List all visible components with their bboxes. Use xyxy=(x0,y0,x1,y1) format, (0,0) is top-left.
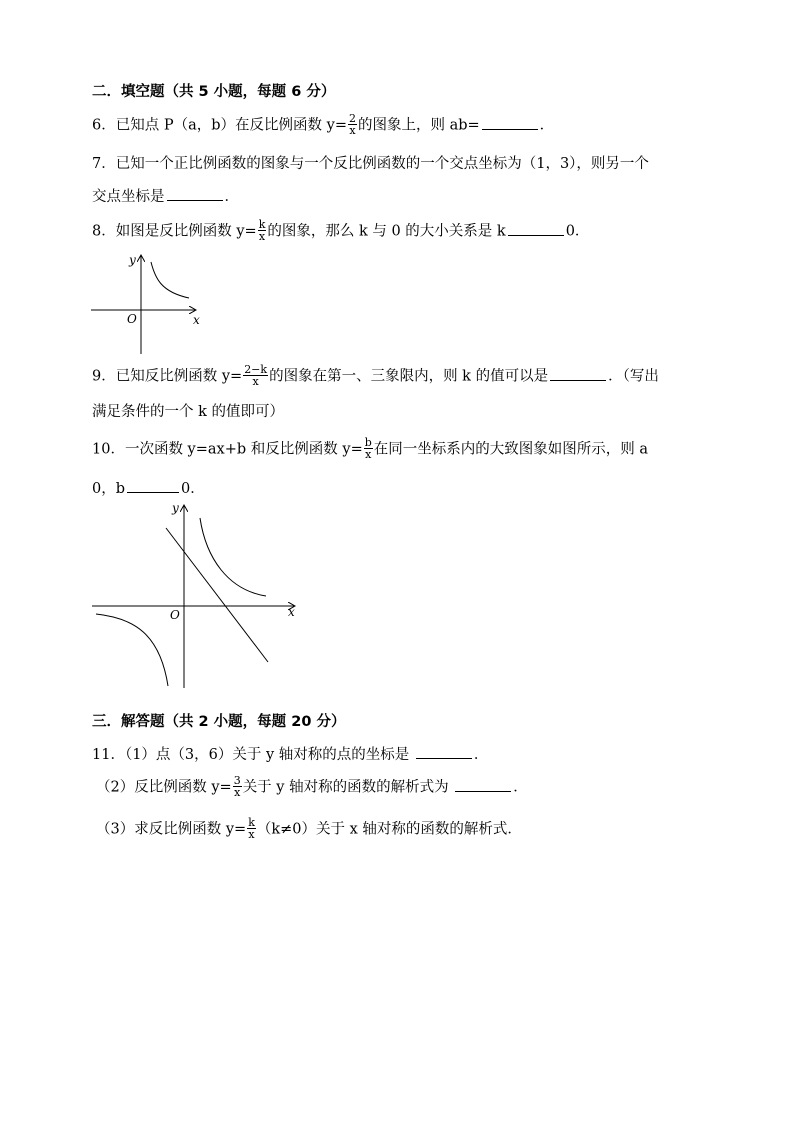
question-11-part-2 xyxy=(96,776,528,799)
q7-answer-blank[interactable] xyxy=(167,186,223,201)
question-8 xyxy=(92,220,589,243)
q8-graph xyxy=(85,248,215,356)
q10-numerator: b xyxy=(364,436,372,449)
section-3-title: 三．解答题（共 2 小题，每题 20 分） xyxy=(92,714,346,730)
q11-part1-text: 11．（1）点（3，6）关于 y 轴对称的点的坐标是 xyxy=(92,747,410,763)
q6-suffix: 的图象上，则 ab= xyxy=(357,117,480,134)
q11-part2-fraction xyxy=(233,775,242,798)
q10-x-label: x xyxy=(288,605,295,619)
q11-part2-end: ． xyxy=(513,779,528,796)
question-11-part-1 xyxy=(92,744,488,765)
q11-part3-numerator: k xyxy=(248,816,255,829)
q6-prefix: 6．已知点 P（a，b）在反比例函数 y= xyxy=(92,117,347,134)
question-9-line-2: 满足条件的一个 k 的值即可） xyxy=(92,404,285,420)
question-7-line-1: 7．已知一个正比例函数的图象与一个反比例函数的一个交点坐标为（1，3），则另一个 xyxy=(92,156,649,172)
q10-suffix: 在同一坐标系内的大致图象如图所示，则 a xyxy=(373,441,649,458)
q11-part2-prefix: （2）反比例函数 y= xyxy=(96,779,232,796)
q8-fraction xyxy=(258,219,267,242)
q11-part3-suffix: （k≠0）关于 x 轴对称的函数的解析式． xyxy=(256,821,522,838)
q8-y-label: y xyxy=(129,253,136,267)
q11-part3-fraction xyxy=(247,817,256,840)
question-9-line-1 xyxy=(92,365,659,388)
q8-suffix: 的图象，那么 k 与 0 的大小关系是 k xyxy=(267,223,506,240)
q11-part2-answer-blank[interactable] xyxy=(455,777,511,792)
q9-fraction xyxy=(243,364,268,387)
q10-hyperbola-branch-q3 xyxy=(96,614,168,686)
q10-denominator: x xyxy=(365,448,372,461)
q10-fraction xyxy=(364,437,373,460)
q9-answer-blank[interactable] xyxy=(550,366,606,381)
q8-origin-label: O xyxy=(127,312,137,326)
q8-numerator: k xyxy=(258,218,266,231)
question-7-line-2 xyxy=(92,186,239,207)
q8-x-label: x xyxy=(193,313,200,327)
q11-part2-denominator: x xyxy=(234,786,241,799)
q10-line2-end: 0． xyxy=(181,481,205,497)
q11-part3-prefix: （3）求反比例函数 y= xyxy=(96,821,247,838)
q9-suffix: 的图象在第一、三象限内，则 k 的值可以是 xyxy=(269,368,549,385)
q10-linear-function-line xyxy=(166,528,268,662)
q8-end: 0． xyxy=(565,223,590,240)
q6-end: ． xyxy=(539,117,555,134)
question-10-line-2 xyxy=(92,478,205,499)
q8-hyperbola-branch xyxy=(151,262,189,298)
q10-line2-prefix: 0，b xyxy=(92,481,126,497)
question-6 xyxy=(92,114,554,137)
q10-y-label: y xyxy=(172,501,179,515)
q10-graph xyxy=(88,498,303,693)
q11-part3-denominator: x xyxy=(248,828,255,841)
q6-denominator: x xyxy=(349,124,356,137)
q7-end: ． xyxy=(224,189,239,205)
q11-part1-end: ． xyxy=(473,747,489,763)
q9-denominator: x xyxy=(252,375,259,388)
q9-end: ．（写出 xyxy=(608,368,659,385)
q8-answer-blank[interactable] xyxy=(508,221,564,236)
section-2-title: 二．填空题（共 5 小题，每题 6 分） xyxy=(92,84,336,100)
q6-numerator: 2 xyxy=(348,112,356,125)
q8-denominator: x xyxy=(258,230,266,243)
q11-part2-numerator: 3 xyxy=(233,774,241,787)
q11-part2-suffix: 关于 y 轴对称的函数的解析式为 xyxy=(242,779,449,796)
q10-prefix: 10．一次函数 y=ax+b 和反比例函数 y= xyxy=(92,441,363,458)
q10-hyperbola-branch-q1 xyxy=(200,518,266,596)
question-11-part-3 xyxy=(96,818,522,841)
q7-line2-text: 交点坐标是 xyxy=(92,189,165,205)
q8-prefix: 8．如图是反比例函数 y= xyxy=(92,223,257,240)
q9-prefix: 9．已知反比例函数 y= xyxy=(92,368,243,385)
q9-numerator: 2−k xyxy=(244,363,268,376)
q11-part1-answer-blank[interactable] xyxy=(416,744,472,759)
question-10-line-1 xyxy=(92,438,648,461)
q6-fraction xyxy=(348,113,357,136)
q10-answer-blank[interactable] xyxy=(127,478,179,493)
q6-answer-blank[interactable] xyxy=(482,115,538,130)
q10-origin-label: O xyxy=(170,608,180,622)
